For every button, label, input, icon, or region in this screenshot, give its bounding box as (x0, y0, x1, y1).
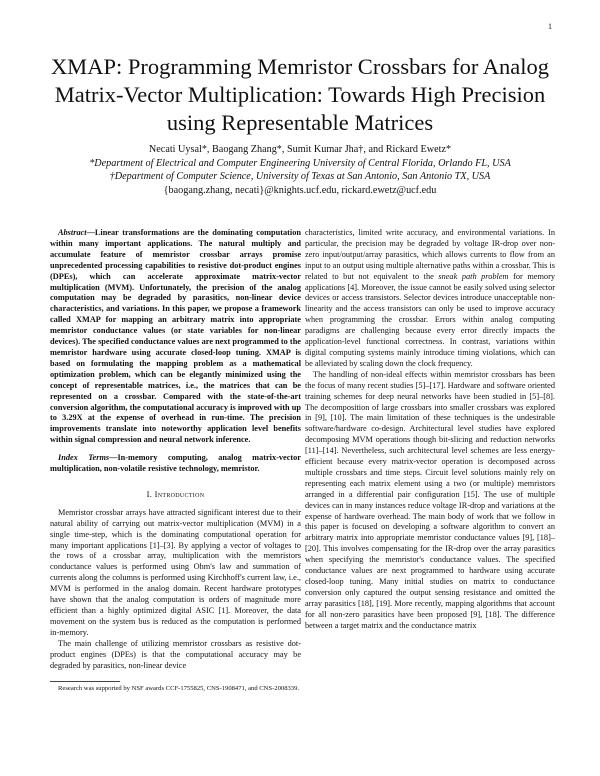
section-heading-introduction: I. Introduction (146, 488, 205, 499)
affiliation-ucf: *Department of Electrical and Computer Engineering University of Central Florida, Orlando FL, USA (89, 157, 511, 169)
author-block (40, 143, 560, 197)
footnote-rule (50, 681, 120, 682)
page-number: 1 (548, 22, 552, 31)
right-paragraph-1 (305, 228, 555, 370)
abstract-label: Abstract (58, 228, 87, 237)
right-paragraph-2: The handling of non-ideal effects within memristor crossbars has been the focus of many recent studies [5]–[17]. Hardware and software oriented training schemes for deep neural networks have been studied in [5]–[8]. The decomposition of large crossbars into smaller crossbars was explored in [9], [10]. The main limitation of these techniques is the undesirable software/hardware co-design. Architectural level studies have explored decomposing MVM operations though bit-slicing and reduction networks [11]–[14]. Nevertheless, such architectural level schemes are less energy-efficient because every matrix-vector operation is decomposed across multiple crossbars and time steps. Circuit level solutions mainly rely on representing each matrix element using a two (or multiple) memristors arranged in a differential pair configuration [15]. The use of multiple devices can in many instances reduce voltage IR-drop and variations at the expense of hardware overhead. The main body of work that we follow in this paper is focused on developing a software algorithm to convert an arbitrary matrix into appropriate memristor conductance values [9], [18]–[20]. This involves compensating for the IR-drop over the array parasitics when specifying the memristor's conductance values. The specified conductance values are next programmed to hardware using accurate closed-loop tuning. Many initial studies on matrix to conductance conversion only captured the output sensing resistance and omitted the array parasitics [18], [19]. More recently, mapping algorithms that account for all non-zero parasitics have been proposed [9], [18]. The difference between a target matrix and the conductance matrix (305, 369, 555, 630)
index-terms-text: —In-memory computing, analog matrix-vector multiplication, non-volatile resistive technology, memristor. (50, 453, 301, 474)
index-terms (50, 453, 301, 475)
paper-title: XMAP: Programming Memristor Crossbars for Analog Matrix-Vector Multiplication: Towards High Precision using Representable Matrices (50, 54, 550, 135)
left-column (50, 228, 301, 694)
funding-footnote: Research was supported by NSF awards CCF-1755825, CNS-1908471, and CNS-2008339. (58, 685, 300, 693)
right-column (305, 228, 555, 632)
intro-paragraph-1: Memristor crossbar arrays have attracted significant interest due to their natural ability of carrying out matrix-vector multiplication (MVM) in a single time-step, which is the dominating computational operation for many important applications [1]–[3]. By applying a vector of voltages to the rows of a crossbar array, multiplication with the memristors conductance values is performed using Ohm's law and summation of currents along the columns is performed using Kirchhoff's current law, i.e., MVM is performed in the analog domain. Recent hardware prototypes have shown that the analog computation is orders of magnitude more efficient than a highly optimized digital ASIC [1]. Moreover, the data movement on the system bus is reduced as the computation is performed in-memory. (50, 507, 301, 637)
right-paragraph-1-text-b: for memory applications [4]. Moreover, the issue cannot be easily solved using selector devices or access transistors. Selector devices introduce unacceptable non-linearity and the access transistors can only be used to improve accuracy when programming the crossbar. Errors within analog computing paradigms are challenging because every error directly impacts the application-level functional correctness. In contrast, variations within digital computing systems mainly introduce timing violations, which can be alleviated by scaling down the clock frequency. (305, 271, 555, 368)
sneak-path-term: sneak path problem (438, 271, 509, 281)
abstract-text: —Linear transformations are the dominating computation within many important applications. The natural multiply and accumulate feature of memristor crossbar arrays promise unprecedented processing capabilities to resistive dot-product engines (DPEs), which can accelerate approximate matrix-vector multiplication (MVM). Unfortunately, the precision of the analog computation may be degraded by parasitics, non-linear device characteristics, and variations. In this paper, we propose a framework called XMAP for mapping an arbitrary matrix into appropriate memristor conductance values (or state variables for non-linear devices). The specified conductance values are next programmed to the memristor hardware using accurate closed-loop tuning. XMAP is based on formulating the mapping problem as a mathematical optimization problem, which can be elegantly minimized using the concept of representable matrices, i.e., the matrices that can be represented on a crossbar. Compared with the state-of-the-art conversion algorithm, the computational accuracy is improved with up to 3.29X at the expense of overhead in run-time. The precision improvements translate into noteworthy application level benefits within signal compression and neural network inference. (50, 228, 301, 445)
right-paragraph-1-text-a: characteristics, limited write accuracy, and environmental variations. In particular, the precision may be degraded by voltage IR-drop over non-zero input/output/array parasitics, which allows currents to flow from an input to an output using multiple alternative paths within a crossbar. This is related to but not equivalent to the (305, 228, 555, 281)
affiliation-utsa: †Department of Computer Science, University of Texas at San Antonio, San Antonio TX, USA (109, 171, 491, 182)
abstract (50, 228, 301, 446)
author-names: Necati Uysal*, Baogang Zhang*, Sumit Kumar Jha†, and Rickard Ewetz* (148, 144, 452, 155)
intro-paragraph-2: The main challenge of utilizing memristor crossbars as resistive dot-product engines (DPEs) is that the computational accuracy may be degraded by parasitics, non-linear device (50, 638, 301, 670)
author-emails: {baogang.zhang, necati}@knights.ucf.edu, rickard.ewetz@ucf.edu (163, 184, 437, 196)
index-terms-label: Index Terms (58, 453, 110, 463)
